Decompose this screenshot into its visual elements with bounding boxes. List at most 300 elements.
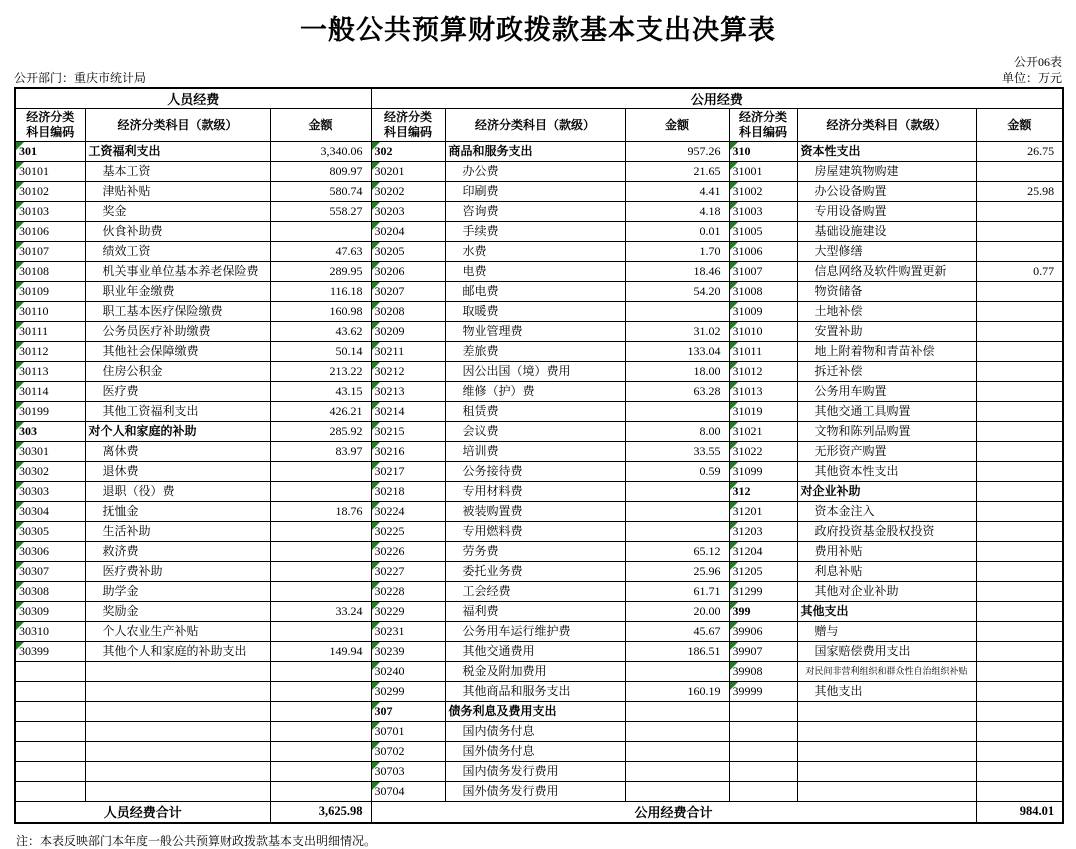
code-cell: 31003 [729, 202, 797, 222]
amount-cell: 213.22 [270, 362, 371, 382]
code-cell: 30106 [15, 222, 85, 242]
amount-cell [976, 422, 1063, 442]
subject-cell [797, 722, 976, 742]
subject-cell: 助学金 [85, 582, 270, 602]
amount-cell [625, 662, 729, 682]
subject-cell: 费用补贴 [797, 542, 976, 562]
subject-cell: 专用燃料费 [445, 522, 625, 542]
table-row [15, 442, 1063, 462]
code-cell: 30206 [371, 262, 445, 282]
subject-cell: 手续费 [445, 222, 625, 242]
subject-cell [85, 762, 270, 782]
subject-cell: 对企业补助 [797, 482, 976, 502]
subject-cell: 印刷费 [445, 182, 625, 202]
code-cell: 31011 [729, 342, 797, 362]
table-row [15, 642, 1063, 662]
code-cell: 31204 [729, 542, 797, 562]
code-cell: 30205 [371, 242, 445, 262]
code-cell: 30215 [371, 422, 445, 442]
subject-cell: 差旅费 [445, 342, 625, 362]
amount-cell [976, 442, 1063, 462]
code-cell: 30214 [371, 402, 445, 422]
code-cell: 31022 [729, 442, 797, 462]
subject-cell: 国外债务发行费用 [445, 782, 625, 802]
subject-cell [85, 662, 270, 682]
table-row [15, 222, 1063, 242]
amount-cell [976, 542, 1063, 562]
amount-cell: 45.67 [625, 622, 729, 642]
subject-cell: 土地补偿 [797, 302, 976, 322]
code-cell: 39906 [729, 622, 797, 642]
amount-cell: 809.97 [270, 162, 371, 182]
amount-cell [270, 222, 371, 242]
amount-cell [976, 742, 1063, 762]
amount-cell: 43.62 [270, 322, 371, 342]
amount-column-header: 金额 [270, 109, 371, 142]
subject-cell: 物资储备 [797, 282, 976, 302]
subject-cell: 专用设备购置 [797, 202, 976, 222]
subject-cell [85, 782, 270, 802]
amount-cell: 33.55 [625, 442, 729, 462]
code-cell: 31021 [729, 422, 797, 442]
amount-column-header: 金额 [625, 109, 729, 142]
subject-cell: 培训费 [445, 442, 625, 462]
amount-cell [976, 702, 1063, 722]
amount-cell: 285.92 [270, 422, 371, 442]
amount-cell [976, 622, 1063, 642]
code-cell: 30399 [15, 642, 85, 662]
code-column-header: 经济分类 科目编码 [729, 109, 797, 142]
public-total-amount: 984.01 [976, 802, 1063, 823]
subject-cell: 被装购置费 [445, 502, 625, 522]
amount-cell: 54.20 [625, 282, 729, 302]
code-cell: 31009 [729, 302, 797, 322]
subject-cell [85, 682, 270, 702]
amount-cell [976, 282, 1063, 302]
amount-cell: 160.98 [270, 302, 371, 322]
subject-cell: 租赁费 [445, 402, 625, 422]
amount-cell [976, 762, 1063, 782]
code-cell: 31299 [729, 582, 797, 602]
subject-cell: 房屋建筑物购建 [797, 162, 976, 182]
amount-cell [976, 482, 1063, 502]
subject-cell: 电费 [445, 262, 625, 282]
page-title: 一般公共预算财政拨款基本支出决算表 [300, 15, 776, 45]
subject-cell: 奖金 [85, 202, 270, 222]
subject-cell: 国内债务付息 [445, 722, 625, 742]
table-row [15, 362, 1063, 382]
subject-cell: 个人农业生产补贴 [85, 622, 270, 642]
table-row [15, 282, 1063, 302]
subject-cell: 专用材料费 [445, 482, 625, 502]
subject-cell [85, 722, 270, 742]
subject-column-header: 经济分类科目（款级） [445, 109, 625, 142]
table-row [15, 202, 1063, 222]
code-cell: 30305 [15, 522, 85, 542]
subject-cell: 救济费 [85, 542, 270, 562]
subject-cell: 津贴补贴 [85, 182, 270, 202]
code-cell: 39908 [729, 662, 797, 682]
code-column-header: 经济分类 科目编码 [371, 109, 445, 142]
code-cell: 30110 [15, 302, 85, 322]
subject-cell: 退职（役）费 [85, 482, 270, 502]
expenditure-table [14, 87, 1064, 824]
amount-cell [976, 782, 1063, 802]
code-cell: 30231 [371, 622, 445, 642]
code-cell: 30225 [371, 522, 445, 542]
code-cell: 30227 [371, 562, 445, 582]
subject-column-header: 经济分类科目（款级） [85, 109, 270, 142]
code-cell [15, 702, 85, 722]
meta-row [14, 70, 1062, 86]
amount-cell: 133.04 [625, 342, 729, 362]
amount-cell [270, 722, 371, 742]
amount-cell [270, 682, 371, 702]
code-cell: 30218 [371, 482, 445, 502]
subject-cell: 地上附着物和青苗补偿 [797, 342, 976, 362]
code-cell [15, 662, 85, 682]
code-cell: 31005 [729, 222, 797, 242]
subject-cell: 奖励金 [85, 602, 270, 622]
amount-cell [625, 302, 729, 322]
subject-cell: 国家赔偿费用支出 [797, 642, 976, 662]
amount-cell: 25.96 [625, 562, 729, 582]
table-row [15, 762, 1063, 782]
subject-cell: 公务用车运行维护费 [445, 622, 625, 642]
table-row [15, 662, 1063, 682]
personnel-group-header: 人员经费 [15, 88, 371, 109]
amount-cell: 21.65 [625, 162, 729, 182]
amount-cell: 186.51 [625, 642, 729, 662]
subject-cell: 其他社会保障缴费 [85, 342, 270, 362]
amount-cell: 580.74 [270, 182, 371, 202]
amount-cell [976, 322, 1063, 342]
amount-cell: 83.97 [270, 442, 371, 462]
subject-cell: 会议费 [445, 422, 625, 442]
table-row [15, 302, 1063, 322]
subject-cell: 信息网络及软件购置更新 [797, 262, 976, 282]
subject-cell: 商品和服务支出 [445, 142, 625, 162]
amount-cell: 4.18 [625, 202, 729, 222]
amount-cell [270, 522, 371, 542]
amount-cell: 20.00 [625, 602, 729, 622]
amount-cell [976, 342, 1063, 362]
amount-cell: 8.00 [625, 422, 729, 442]
subject-cell: 取暖费 [445, 302, 625, 322]
table-row [15, 502, 1063, 522]
subject-cell: 职业年金缴费 [85, 282, 270, 302]
table-row [15, 622, 1063, 642]
amount-cell [976, 162, 1063, 182]
code-cell: 30203 [371, 202, 445, 222]
code-cell: 31010 [729, 322, 797, 342]
code-cell [729, 722, 797, 742]
amount-cell: 18.76 [270, 502, 371, 522]
amount-cell [976, 222, 1063, 242]
subject-cell: 利息补贴 [797, 562, 976, 582]
amount-cell [976, 362, 1063, 382]
code-cell: 30114 [15, 382, 85, 402]
amount-cell: 65.12 [625, 542, 729, 562]
amount-cell [976, 562, 1063, 582]
amount-cell [625, 742, 729, 762]
code-cell: 31203 [729, 522, 797, 542]
code-cell: 30108 [15, 262, 85, 282]
code-cell [15, 742, 85, 762]
code-cell: 30701 [371, 722, 445, 742]
subject-cell [797, 782, 976, 802]
unit-label: 单位：万元 [1001, 71, 1062, 85]
subject-cell: 安置补助 [797, 322, 976, 342]
group-header-row [15, 88, 1063, 109]
code-cell: 30704 [371, 782, 445, 802]
table-row [15, 722, 1063, 742]
subject-cell: 对民间非营利组织和群众性自治组织补贴 [797, 662, 976, 682]
amount-cell: 1.70 [625, 242, 729, 262]
amount-cell [270, 662, 371, 682]
subject-cell: 公务接待费 [445, 462, 625, 482]
subject-cell: 国内债务发行费用 [445, 762, 625, 782]
subject-cell: 工会经费 [445, 582, 625, 602]
code-cell: 39907 [729, 642, 797, 662]
table-row [15, 522, 1063, 542]
amount-cell [976, 582, 1063, 602]
code-cell: 30209 [371, 322, 445, 342]
code-cell: 31099 [729, 462, 797, 482]
amount-cell [976, 402, 1063, 422]
table-row [15, 422, 1063, 442]
personnel-total-label: 人员经费合计 [15, 802, 270, 823]
subject-cell: 福利费 [445, 602, 625, 622]
code-cell [15, 722, 85, 742]
subject-cell: 办公费 [445, 162, 625, 182]
amount-cell [976, 242, 1063, 262]
subject-cell: 税金及附加费用 [445, 662, 625, 682]
code-cell: 303 [15, 422, 85, 442]
code-cell [15, 782, 85, 802]
code-cell: 30301 [15, 442, 85, 462]
amount-cell: 31.02 [625, 322, 729, 342]
table-row [15, 182, 1063, 202]
subject-cell: 政府投资基金股权投资 [797, 522, 976, 542]
amount-cell: 47.63 [270, 242, 371, 262]
code-cell: 30204 [371, 222, 445, 242]
amount-cell: 426.21 [270, 402, 371, 422]
table-number: 公开06表 [1013, 55, 1062, 69]
amount-cell [270, 742, 371, 762]
amount-cell: 25.98 [976, 182, 1063, 202]
code-cell: 31007 [729, 262, 797, 282]
amount-cell: 957.26 [625, 142, 729, 162]
subject-cell: 职工基本医疗保险缴费 [85, 302, 270, 322]
table-row [15, 602, 1063, 622]
amount-cell [976, 722, 1063, 742]
amount-cell [270, 702, 371, 722]
amount-cell [976, 642, 1063, 662]
subject-cell: 邮电费 [445, 282, 625, 302]
subject-cell: 水费 [445, 242, 625, 262]
amount-cell [270, 582, 371, 602]
code-cell: 312 [729, 482, 797, 502]
amount-cell: 149.94 [270, 642, 371, 662]
subject-cell: 劳务费 [445, 542, 625, 562]
code-cell: 30213 [371, 382, 445, 402]
subject-cell: 大型修缮 [797, 242, 976, 262]
subject-cell: 对个人和家庭的补助 [85, 422, 270, 442]
subject-cell: 工资福利支出 [85, 142, 270, 162]
code-cell: 30308 [15, 582, 85, 602]
code-cell: 31013 [729, 382, 797, 402]
amount-cell [625, 502, 729, 522]
department-label: 公开部门：重庆市统计局 [14, 71, 147, 85]
footnote: 注：本表反映部门本年度一般公共预算财政拨款基本支出明细情况。 [16, 833, 377, 848]
subject-column-header: 经济分类科目（款级） [797, 109, 976, 142]
amount-cell [270, 622, 371, 642]
code-cell: 30101 [15, 162, 85, 182]
code-cell: 399 [729, 602, 797, 622]
subject-cell [797, 742, 976, 762]
amount-cell: 50.14 [270, 342, 371, 362]
amount-cell [976, 502, 1063, 522]
amount-cell [625, 522, 729, 542]
code-cell: 30112 [15, 342, 85, 362]
subject-cell: 赠与 [797, 622, 976, 642]
table-row [15, 562, 1063, 582]
amount-cell [625, 762, 729, 782]
subject-cell: 物业管理费 [445, 322, 625, 342]
amount-cell [270, 462, 371, 482]
code-cell: 31002 [729, 182, 797, 202]
amount-cell [976, 302, 1063, 322]
amount-cell: 0.77 [976, 262, 1063, 282]
code-cell: 30103 [15, 202, 85, 222]
amount-cell [270, 562, 371, 582]
subject-cell: 委托业务费 [445, 562, 625, 582]
code-cell: 39999 [729, 682, 797, 702]
subject-cell: 其他支出 [797, 602, 976, 622]
subject-cell [797, 702, 976, 722]
amount-cell [976, 662, 1063, 682]
code-cell: 302 [371, 142, 445, 162]
code-cell: 31201 [729, 502, 797, 522]
code-cell: 30229 [371, 602, 445, 622]
amount-cell [976, 462, 1063, 482]
subject-cell: 其他商品和服务支出 [445, 682, 625, 702]
code-cell: 301 [15, 142, 85, 162]
amount-cell: 18.00 [625, 362, 729, 382]
subject-cell: 伙食补助费 [85, 222, 270, 242]
amount-cell: 558.27 [270, 202, 371, 222]
table-row [15, 262, 1063, 282]
subject-cell: 基本工资 [85, 162, 270, 182]
code-cell: 30217 [371, 462, 445, 482]
amount-cell: 43.15 [270, 382, 371, 402]
code-cell: 30201 [371, 162, 445, 182]
table-row [15, 142, 1063, 162]
amount-column-header: 金额 [976, 109, 1063, 142]
table-row [15, 462, 1063, 482]
subject-cell: 资本性支出 [797, 142, 976, 162]
subject-cell: 医疗费 [85, 382, 270, 402]
column-header-row [15, 109, 1063, 142]
amount-cell [625, 402, 729, 422]
table-row [15, 342, 1063, 362]
subject-cell: 住房公积金 [85, 362, 270, 382]
code-cell: 30240 [371, 662, 445, 682]
amount-cell [976, 602, 1063, 622]
table-row [15, 322, 1063, 342]
code-cell: 30216 [371, 442, 445, 462]
code-cell: 30299 [371, 682, 445, 702]
subject-cell: 生活补助 [85, 522, 270, 542]
amount-cell: 61.71 [625, 582, 729, 602]
amount-cell: 0.01 [625, 222, 729, 242]
code-cell: 307 [371, 702, 445, 722]
code-cell: 30703 [371, 762, 445, 782]
code-cell: 30309 [15, 602, 85, 622]
code-cell: 310 [729, 142, 797, 162]
amount-cell [976, 382, 1063, 402]
subject-cell: 公务用车购置 [797, 382, 976, 402]
public-total-label: 公用经费合计 [371, 802, 976, 823]
amount-cell [270, 542, 371, 562]
amount-cell: 63.28 [625, 382, 729, 402]
code-cell: 30107 [15, 242, 85, 262]
code-cell: 30228 [371, 582, 445, 602]
subject-cell: 资本金注入 [797, 502, 976, 522]
subject-cell: 公务员医疗补助缴费 [85, 322, 270, 342]
code-cell: 30102 [15, 182, 85, 202]
amount-cell [270, 762, 371, 782]
subject-cell: 维修（护）费 [445, 382, 625, 402]
totals-row [15, 802, 1063, 823]
subject-cell: 文物和陈列品购置 [797, 422, 976, 442]
code-cell: 30224 [371, 502, 445, 522]
amount-cell: 3,340.06 [270, 142, 371, 162]
code-cell: 31001 [729, 162, 797, 182]
subject-cell: 绩效工资 [85, 242, 270, 262]
code-cell: 30211 [371, 342, 445, 362]
code-column-header: 经济分类 科目编码 [15, 109, 85, 142]
table-row [15, 402, 1063, 422]
subject-cell: 机关事业单位基本养老保险费 [85, 262, 270, 282]
subject-cell: 其他交通费用 [445, 642, 625, 662]
amount-cell: 18.46 [625, 262, 729, 282]
code-cell: 30303 [15, 482, 85, 502]
code-cell: 30199 [15, 402, 85, 422]
amount-cell: 26.75 [976, 142, 1063, 162]
amount-cell: 4.41 [625, 182, 729, 202]
code-cell: 30109 [15, 282, 85, 302]
table-row [15, 742, 1063, 762]
table-row [15, 582, 1063, 602]
code-cell: 30212 [371, 362, 445, 382]
amount-cell [625, 702, 729, 722]
code-cell: 30202 [371, 182, 445, 202]
table-row [15, 682, 1063, 702]
amount-cell [270, 482, 371, 502]
subject-cell: 抚恤金 [85, 502, 270, 522]
code-cell: 30302 [15, 462, 85, 482]
amount-cell [625, 782, 729, 802]
subject-cell: 拆迁补偿 [797, 362, 976, 382]
code-cell [15, 682, 85, 702]
table-row [15, 162, 1063, 182]
amount-cell: 160.19 [625, 682, 729, 702]
amount-cell [976, 522, 1063, 542]
subject-cell: 退休费 [85, 462, 270, 482]
table-row [15, 542, 1063, 562]
